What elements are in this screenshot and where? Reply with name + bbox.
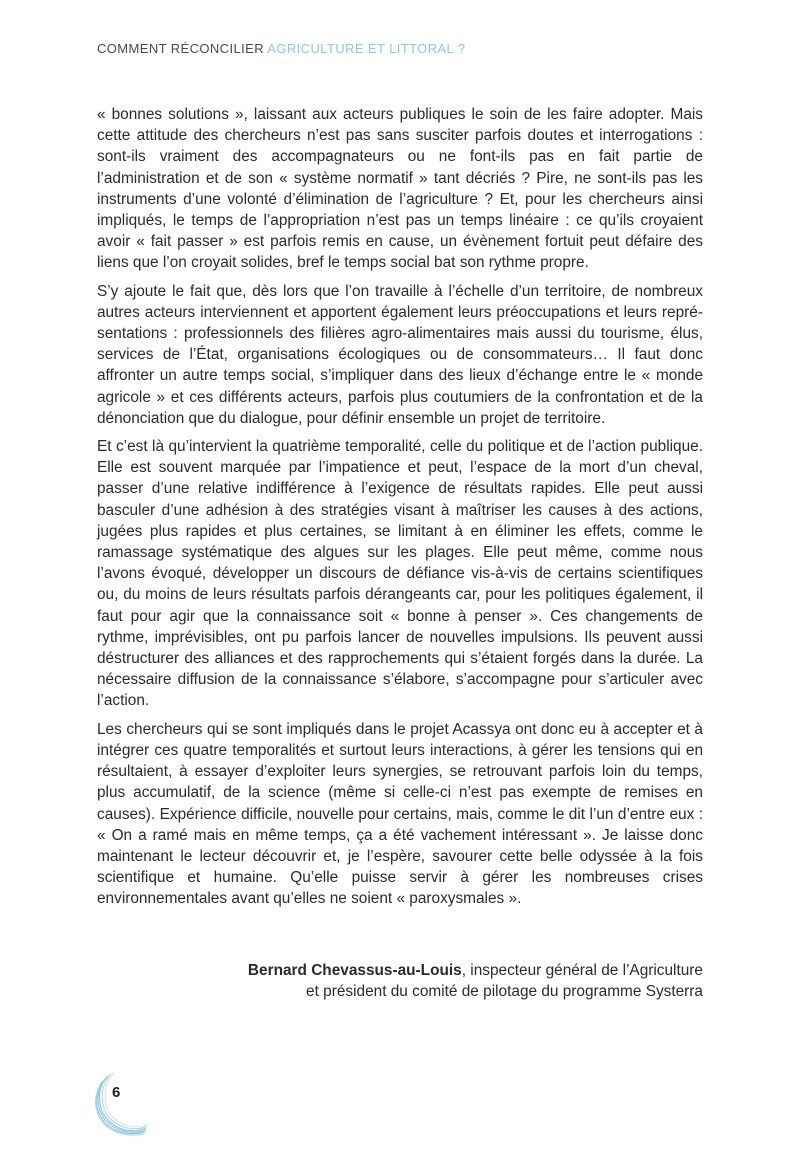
running-header-title: COMMENT RÉCONCILIER	[97, 41, 268, 56]
running-header-accent: AGRICULTURE ET LITTORAL ?	[267, 41, 466, 56]
body-text	[97, 104, 703, 917]
running-header	[97, 41, 465, 56]
paragraph: Et c’est là qu’intervient la quatrième temporalité, celle du politique et de l’action publique. Elle est souvent marquée par l’impatience et peut, l’espace de la mort d’un cheval, passer d’une relative indifférence à l’exigence de résultats rapides. Elle peut aussi basculer d’une adhésion à des stratégies visant à maîtriser les causes à des actions, jugées plus rapides et plus certaines, se limitant à en éliminer les effets, comme le ramassage systématique des algues sur les plages. Elle peut même, comme nous l’avons évoqué, développer un discours de défiance vis-à-vis de certains scientifiques ou, du moins de leurs résultats parfois dérangeants car, pour les politiques également, il faut pour agir que la connaissance soit « bonne à penser ». Ces changements de rythme, imprévisibles, ont pu parfois lancer de nouvelles impulsions. Ils peuvent aussi déstructurer des alliances et des rapprochements qui s’étaient forgés dans la durée. La nécessaire diffusion de la connaissance s’élabore, s’accompagne pour s’articuler avec l’action.	[97, 438, 703, 710]
paragraph: Les chercheurs qui se sont impliqués dans le projet Acassya ont donc eu à accepter et à intégrer ces quatre temporalités et surtout leurs interactions, à gérer les tensions qui en résultaient, à essayer d’exploiter leurs synergies, se retrouvant parfois loin du temps, plus accumulatif, de la science (même si celle-ci n’est pas exempte de remises en causes). Expérience difficile, nouvelle pour certains, mais, comme le dit l’un d’entre eux : « On a ramé mais en même temps, ça a été vachement intéressant ». Je laisse donc maintenant le lecteur découvrir et, je l’espère, savourer cette belle odyssée à la fois scientifique et humaine. Qu’elle puisse servir à gérer les nombreuses crises environnementales avant qu’elles ne soient « paroxysmales ».	[97, 720, 703, 908]
page-footer	[90, 1068, 160, 1138]
signature-title-2: et président du comité de pilotage du programme Systerra	[306, 983, 703, 1001]
signature-author: Bernard Chevassus-au-Louis	[247, 962, 462, 979]
page-number: 6	[112, 1084, 121, 1101]
signature-line-1	[143, 960, 703, 981]
paragraph: « bonnes solutions », laissant aux acteurs publiques le soin de les faire adopter. Mais cette attitude des chercheurs n’est pas sans susciter parfois doutes et interrogations : sont-ils vraiment des accompagnateurs ou ne font-ils pas en fait partie de l’administration et de son « système normatif » tant décriés ? Pire, ne sont-ils pas les instruments d’une volonté d’élimination de l’agriculture ? Et, pour les chercheurs ainsi impliqués, le temps de l’appropriation n’est pas un temps linéaire : ce qu’ils croyaient avoir « fait passer » est parfois remis en cause, un évènement fortuit peut défaire des liens que l’on croyait solides, bref le temps social bat son rythme propre.	[97, 106, 703, 272]
paragraph: S’y ajoute le fait que, dès lors que l’on travaille à l’échelle d’un territoire, de nombreux autres acteurs interviennent et apportent également leurs préoccupations et leurs représentations : professionnels des filières agro-alimentaires mais aussi du tourisme, élus, services de l’État, organisations écologiques ou de consommateurs… Il faut donc affronter un autre temps social, s’impliquer dans des lieux d’échange entre le « monde agricole » et ces différents acteurs, parfois plus coutumiers de la confrontation et de la dénonciation que du dialogue, pour définir ensemble un projet de territoire.	[97, 282, 703, 427]
signature-title-1: , inspecteur général de l’Agriculture	[461, 962, 703, 979]
signature	[143, 960, 703, 1002]
swirl-ornament-icon	[90, 1068, 160, 1138]
